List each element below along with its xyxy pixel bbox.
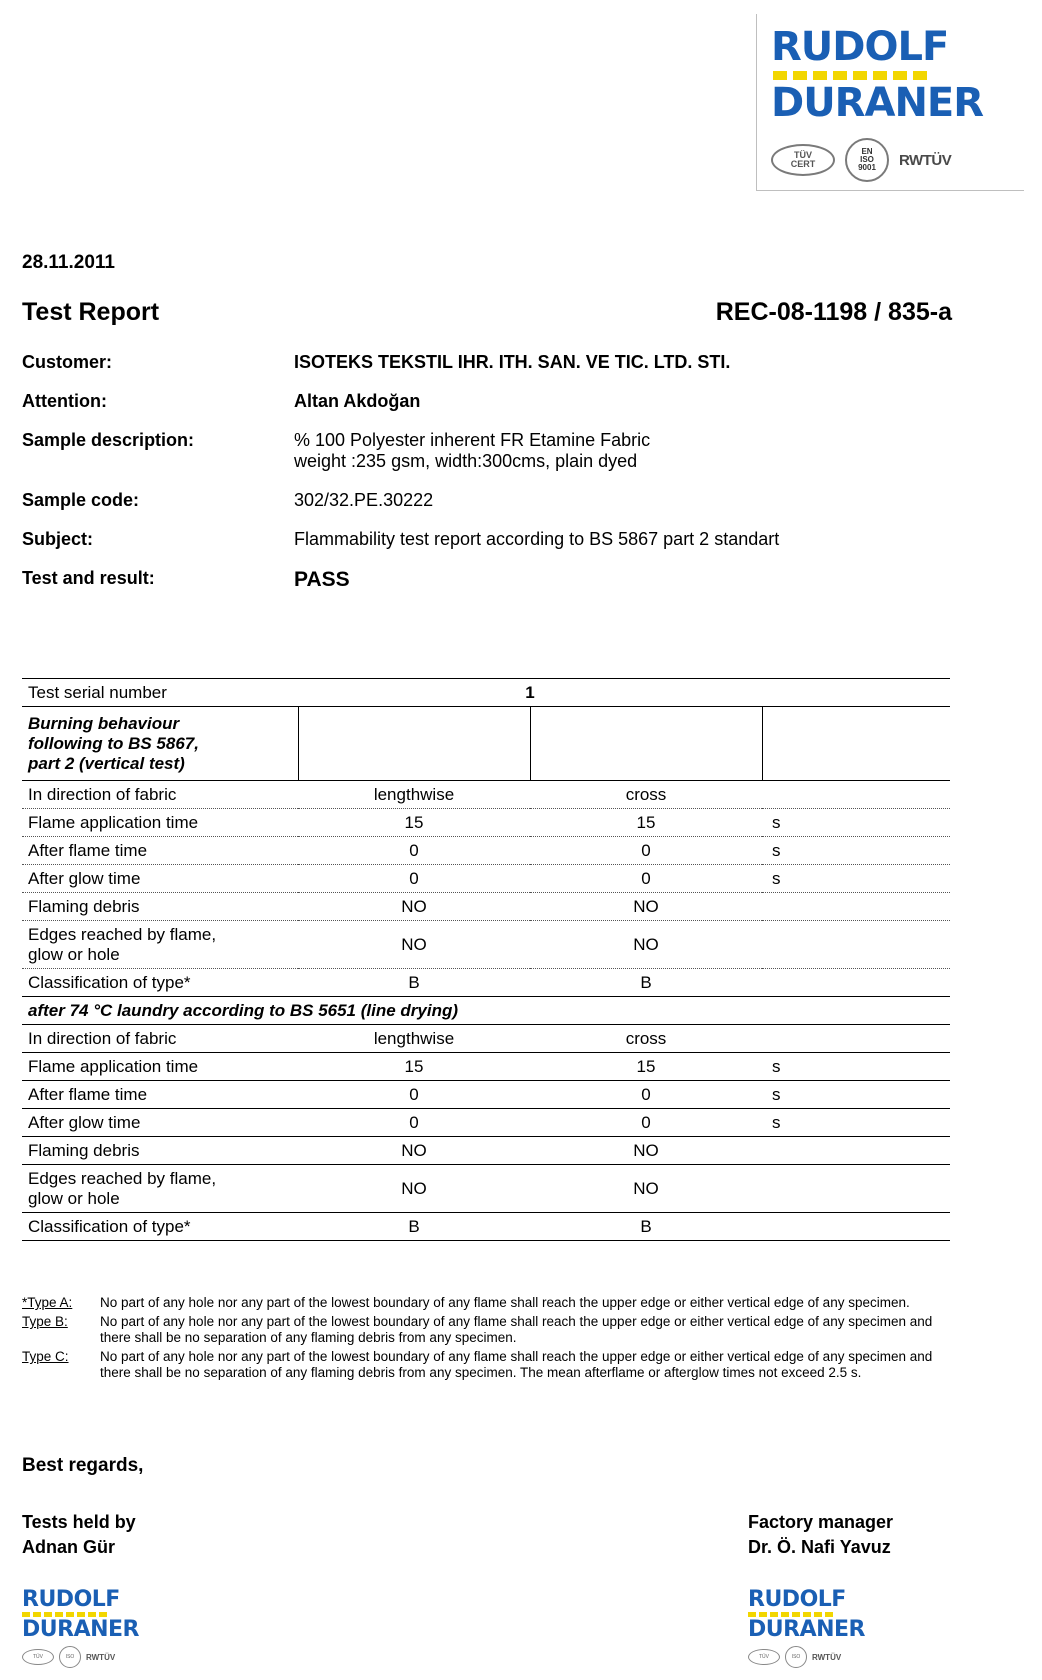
table-row-serial [22, 679, 950, 707]
row-unit [762, 1213, 950, 1241]
meta-label-test-result: Test and result: [22, 568, 155, 588]
row-value-lengthwise: 15 [298, 809, 530, 837]
row-unit [762, 893, 950, 921]
row-label: After glow time [22, 865, 298, 893]
row-value-lengthwise: B [298, 969, 530, 997]
footnote-type-a [22, 1295, 952, 1311]
row-value-cross: NO [530, 1165, 762, 1213]
row-value-lengthwise: 15 [298, 1053, 530, 1081]
footer-tuv-icon: TÜV [22, 1649, 54, 1665]
row-value-cross: 0 [530, 1081, 762, 1109]
meta-label-customer: Customer: [22, 352, 113, 372]
row-label-line1: Edges reached by flame, [28, 924, 217, 944]
row-value-cross: cross [530, 781, 762, 809]
table-row [22, 1025, 950, 1053]
row-value-cross: 0 [530, 865, 762, 893]
certification-marks [771, 138, 1014, 182]
table-row [22, 1109, 950, 1137]
row-value-cross: cross [530, 1025, 762, 1053]
row-value-lengthwise: lengthwise [298, 781, 530, 809]
tests-held-by-name: Adnan Gür [22, 1537, 115, 1557]
logo-word-rudolf: RUDOLF [771, 24, 949, 70]
document-date: 28.11.2011 [22, 252, 115, 273]
row-value-cross: 15 [530, 1053, 762, 1081]
laundry-header-label: after 74 °C laundry according to BS 5651 (line drying) [22, 997, 950, 1025]
footnote-text: No part of any hole nor any part of the lowest boundary of any flame shall reach the upper edge or either vertical edge of any specimen. [100, 1295, 910, 1310]
iso-en-label: EN [861, 147, 873, 156]
row-value-cross: NO [530, 1137, 762, 1165]
row-value-cross: 0 [530, 1109, 762, 1137]
table-row [22, 865, 950, 893]
footer-logo-word-rudolf: RUDOLF [748, 1587, 846, 1612]
iso-number-label: 9001 [858, 163, 876, 172]
row-label: Classification of type* [22, 1213, 298, 1241]
row-label: After flame time [22, 1081, 298, 1109]
table-row [22, 1165, 950, 1213]
results-table [22, 678, 950, 1241]
row-value-cross: NO [530, 893, 762, 921]
sample-description-line1: % 100 Polyester inherent FR Etamine Fabric [294, 430, 651, 450]
table-row [22, 837, 950, 865]
footer-logo-word-duraner: DURANER [22, 1617, 139, 1642]
logo-dash-row [773, 71, 1014, 80]
serial-label-cell: Test serial number [22, 679, 298, 707]
meta-fields [22, 352, 952, 610]
footer-iso-icon: ISO [59, 1646, 81, 1668]
tuv-sub-label: CERT [790, 159, 816, 169]
table-row [22, 1053, 950, 1081]
row-label: Flaming debris [22, 1137, 298, 1165]
meta-value-sample-code: 302/32.PE.30222 [294, 490, 434, 510]
title-row [22, 298, 952, 327]
tests-held-by-label: Tests held by [22, 1512, 136, 1532]
row-label-line1: Edges reached by flame, [28, 1168, 217, 1188]
footer-logo-word-duraner: DURANER [748, 1617, 865, 1642]
footnote-text: No part of any hole nor any part of the lowest boundary of any flame shall reach the upper edge or either vertical edge of any specimen and there shall be no separation of any flaming debris from any specimen. [100, 1314, 933, 1345]
meta-row-test-result [22, 568, 952, 592]
page-title: Test Report [22, 298, 160, 326]
footnote-label: Type C: [22, 1349, 69, 1364]
company-logo [756, 14, 1024, 191]
factory-manager-name: Dr. Ö. Nafi Yavuz [748, 1537, 891, 1557]
meta-row-sample-description [22, 430, 952, 472]
row-value-lengthwise: NO [298, 1137, 530, 1165]
rwtuv-icon: RWTÜV [899, 151, 952, 169]
status-badge: PASS [294, 568, 350, 591]
footer-certification-marks [22, 1646, 172, 1668]
row-unit: s [762, 809, 950, 837]
table-row [22, 921, 950, 969]
row-value-lengthwise: B [298, 1213, 530, 1241]
row-label: Flame application time [22, 1053, 298, 1081]
meta-value-customer: ISOTEKS TEKSTIL IHR. ITH. SAN. VE TIC. LTD. STI. [294, 352, 731, 372]
iso-9001-icon [845, 138, 889, 182]
row-unit: s [762, 1053, 950, 1081]
footnote-type-b [22, 1314, 952, 1346]
burning-behaviour-line1: Burning behaviour [28, 713, 180, 733]
burning-behaviour-cell-b [298, 707, 530, 781]
signature-left [22, 1510, 136, 1560]
row-label: After flame time [22, 837, 298, 865]
row-value-cross: B [530, 969, 762, 997]
row-value-cross: B [530, 1213, 762, 1241]
footer-rwtuv-icon: RWTÜV [812, 1652, 842, 1662]
burning-behaviour-cell-d [762, 707, 950, 781]
row-value-lengthwise: NO [298, 1165, 530, 1213]
meta-row-subject [22, 529, 952, 550]
table-row-burning-behaviour [22, 707, 950, 781]
meta-value-subject: Flammability test report according to BS 5867 part 2 standart [294, 529, 780, 549]
meta-row-attention [22, 391, 952, 412]
signature-right [748, 1510, 893, 1560]
best-regards-text: Best regards, [22, 1455, 144, 1476]
row-label: Classification of type* [22, 969, 298, 997]
row-value-lengthwise: 0 [298, 1109, 530, 1137]
iso-label: ISO [860, 155, 874, 164]
row-label-line2: glow or hole [28, 944, 120, 964]
row-label-line2: glow or hole [28, 1188, 120, 1208]
row-value-lengthwise: 0 [298, 837, 530, 865]
table-row [22, 781, 950, 809]
footer-logo-word-rudolf: RUDOLF [22, 1587, 120, 1612]
footnote-label: *Type A: [22, 1295, 73, 1310]
serial-empty-cell [762, 679, 950, 707]
footnote-text: No part of any hole nor any part of the lowest boundary of any flame shall reach the upper edge or either vertical edge of any specimen and there shall be no separation of any flaming debris from any specimen. The mean afterflame or afterglow times not exceed 2.5 s. [100, 1349, 933, 1380]
footer-logo-left [22, 1588, 172, 1668]
table-row [22, 1081, 950, 1109]
footnote-type-c [22, 1349, 952, 1381]
burning-behaviour-line3: part 2 (vertical test) [28, 753, 185, 773]
table-row [22, 969, 950, 997]
row-value-lengthwise: 0 [298, 1081, 530, 1109]
meta-value-sample-description [294, 430, 650, 472]
burning-behaviour-label [22, 707, 298, 781]
factory-manager-label: Factory manager [748, 1512, 894, 1532]
meta-row-sample-code [22, 490, 952, 511]
row-unit: s [762, 1081, 950, 1109]
footer-logo-right [748, 1588, 898, 1668]
report-number: REC-08-1198 / 835-a [715, 298, 952, 326]
footer-certification-marks [748, 1646, 898, 1668]
footer-rwtuv-icon: RWTÜV [86, 1652, 116, 1662]
row-unit: s [762, 1109, 950, 1137]
footnotes [22, 1295, 952, 1384]
row-unit [762, 969, 950, 997]
burning-behaviour-cell-c [530, 707, 762, 781]
footer-iso-icon: ISO [785, 1646, 807, 1668]
meta-label-sample-description: Sample description: [22, 430, 195, 450]
meta-label-attention: Attention: [22, 391, 107, 411]
meta-value-attention: Altan Akdoğan [294, 391, 421, 411]
row-label: Flaming debris [22, 893, 298, 921]
footnote-label: Type B: [22, 1314, 68, 1329]
row-value-lengthwise: NO [298, 921, 530, 969]
table-row [22, 809, 950, 837]
row-value-cross: 15 [530, 809, 762, 837]
table-row [22, 1213, 950, 1241]
row-value-cross: 0 [530, 837, 762, 865]
row-unit [762, 921, 950, 969]
row-label [22, 921, 298, 969]
row-value-lengthwise: lengthwise [298, 1025, 530, 1053]
table-row-laundry-header [22, 997, 950, 1025]
table-row [22, 1137, 950, 1165]
row-value-lengthwise: 0 [298, 865, 530, 893]
table-row [22, 893, 950, 921]
footer-tuv-icon: TÜV [748, 1649, 780, 1665]
row-label: After glow time [22, 1109, 298, 1137]
row-unit [762, 1025, 950, 1053]
row-unit [762, 781, 950, 809]
meta-label-sample-code: Sample code: [22, 490, 140, 510]
row-unit [762, 1137, 950, 1165]
row-unit [762, 1165, 950, 1213]
logo-word-duraner: DURANER [771, 80, 984, 126]
row-label: Flame application time [22, 809, 298, 837]
meta-label-subject: Subject: [22, 529, 94, 549]
tuv-cert-icon [771, 144, 835, 176]
sample-description-line2: weight :235 gsm, width:300cms, plain dyed [294, 451, 638, 471]
burning-behaviour-line2: following to BS 5867, [28, 733, 199, 753]
row-label [22, 1165, 298, 1213]
row-label: In direction of fabric [22, 1025, 298, 1053]
meta-row-customer [22, 352, 952, 373]
tuv-label: TÜV [794, 150, 812, 160]
serial-value-cell: 1 [298, 679, 762, 707]
row-value-lengthwise: NO [298, 893, 530, 921]
row-unit: s [762, 837, 950, 865]
row-value-cross: NO [530, 921, 762, 969]
row-label: In direction of fabric [22, 781, 298, 809]
row-unit: s [762, 865, 950, 893]
